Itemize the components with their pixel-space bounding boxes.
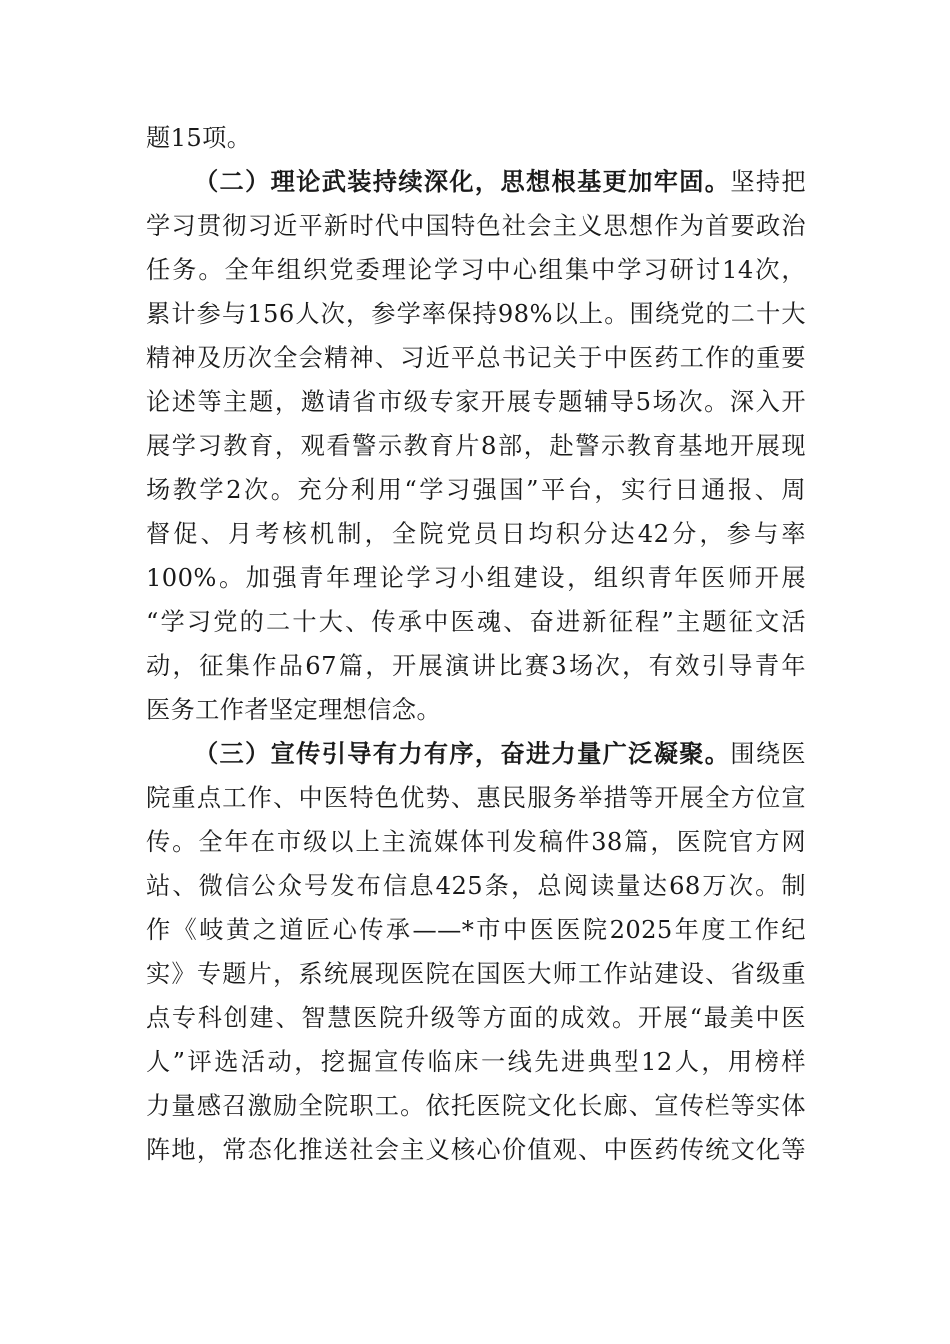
paragraph-2-line: 场教学2次。充分利用“学习强国”平台，实行日通报、周 — [146, 476, 806, 504]
paragraph-3-line: 实》专题片，系统展现医院在国医大师工作站建设、省级重 — [146, 960, 806, 988]
section-heading-2: （二）理论武装持续深化，思想根基更加牢固。 — [194, 167, 731, 196]
paragraph-2-line: 动，征集作品67篇，开展演讲比赛3场次，有效引导青年 — [146, 652, 806, 680]
paragraph-2-line: 100%。加强青年理论学习小组建设，组织青年医师开展 — [146, 564, 806, 592]
paragraph-2-line: 任务。全年组织党委理论学习中心组集中学习研讨14次， — [146, 256, 806, 284]
paragraph-2-line: 督促、月考核机制，全院党员日均积分达42分，参与率 — [146, 520, 806, 548]
paragraph-2-text: 坚持把 — [730, 168, 806, 196]
paragraph-3-line: 站、微信公众号发布信息425条，总阅读量达68万次。制 — [146, 872, 806, 900]
paragraph-2-first-line — [146, 160, 806, 204]
document-body — [146, 116, 806, 1172]
paragraph-2-line: “学习党的二十大、传承中医魂、奋进新征程”主题征文活 — [146, 608, 806, 636]
paragraph-2-line: 医务工作者坚定理想信念。 — [146, 696, 442, 724]
paragraph-3-line: 作《岐黄之道匠心传承——*市中医医院2025年度工作纪 — [146, 916, 806, 944]
paragraph-2-line: 学习贯彻习近平新时代中国特色社会主义思想作为首要政治 — [146, 212, 806, 240]
paragraph-3-line: 传。全年在市级以上主流媒体刊发稿件38篇，医院官方网 — [146, 828, 806, 856]
paragraph-3-line: 院重点工作、中医特色优势、惠民服务举措等开展全方位宣 — [146, 784, 806, 812]
paragraph-2-line: 累计参与156人次，参学率保持98%以上。围绕党的二十大 — [146, 300, 806, 328]
paragraph-2-line: 论述等主题，邀请省市级专家开展专题辅导5场次。深入开 — [146, 388, 806, 416]
paragraph-2-line: 展学习教育，观看警示教育片8部，赴警示教育基地开展现 — [146, 432, 806, 460]
section-heading-3: （三）宣传引导有力有序，奋进力量广泛凝聚。 — [194, 739, 731, 768]
paragraph-3-line: 阵地，常态化推送社会主义核心价值观、中医药传统文化等 — [146, 1136, 806, 1164]
paragraph-3-line: 人”评选活动，挖掘宣传临床一线先进典型12人，用榜样 — [146, 1048, 806, 1076]
paragraph-3-first-line — [146, 732, 806, 776]
paragraph-1-line: 题15项。 — [146, 124, 252, 152]
paragraph-3-line: 力量感召激励全院职工。依托医院文化长廊、宣传栏等实体 — [146, 1092, 806, 1120]
paragraph-3-line: 点专科创建、智慧医院升级等方面的成效。开展“最美中医 — [146, 1004, 806, 1032]
paragraph-2-line: 精神及历次全会精神、习近平总书记关于中医药工作的重要 — [146, 344, 806, 372]
paragraph-3-text: 围绕医 — [730, 740, 806, 768]
